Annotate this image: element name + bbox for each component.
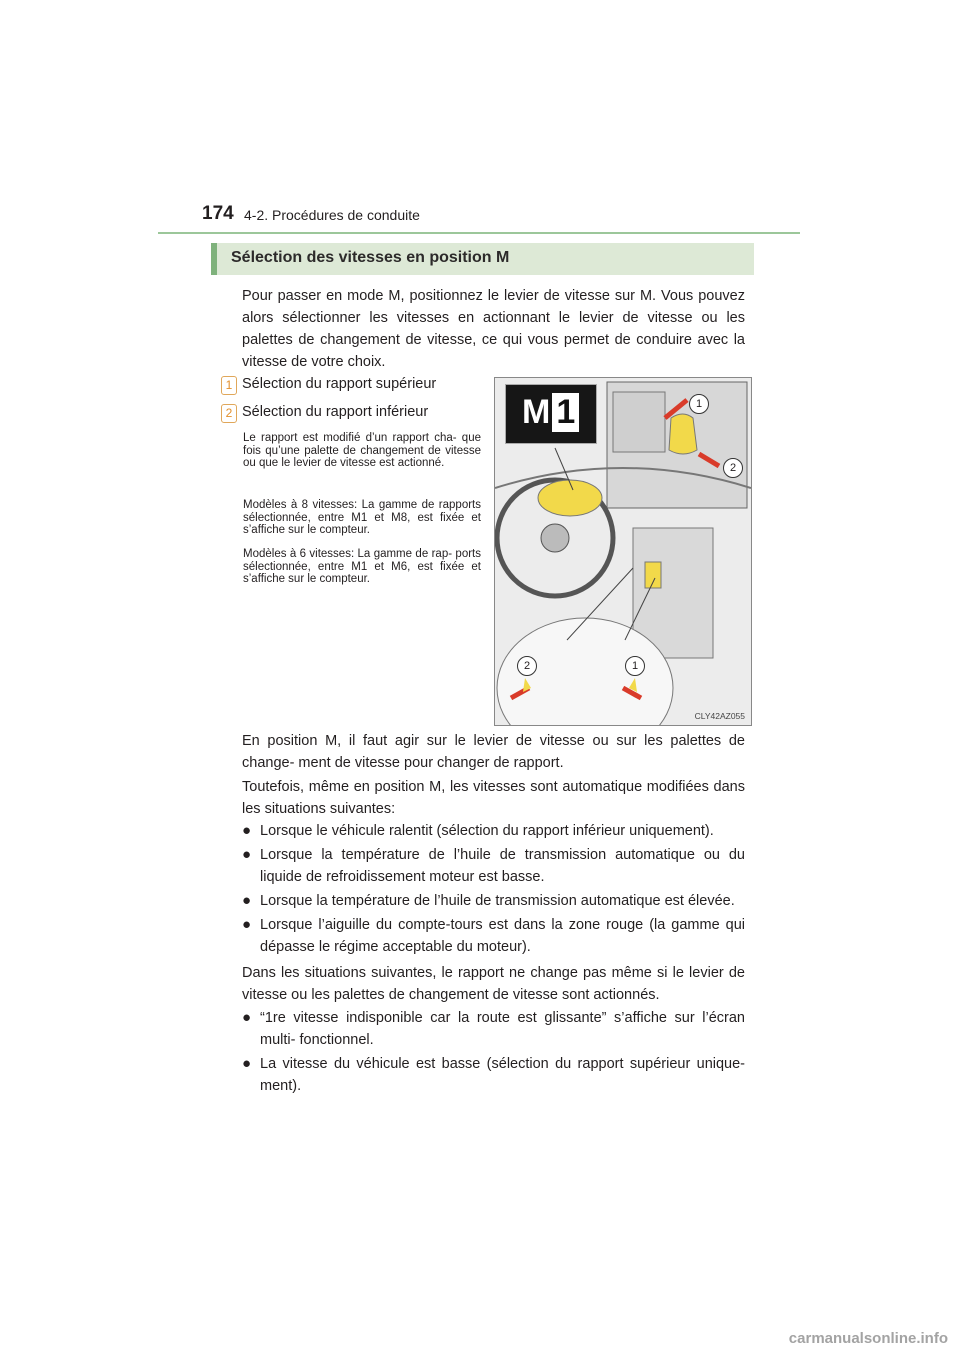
- watermark: carmanualsonline.info: [788, 1330, 948, 1347]
- bullet-icon: ●: [242, 916, 252, 933]
- item-label-1: Sélection du rapport supérieur: [242, 376, 437, 392]
- figure-callout-1-top: 1: [689, 394, 709, 414]
- item-number-2: 2: [221, 404, 237, 423]
- bullet-auto-4: Lorsque l’aiguille du compte-tours est dans la zone rouge (la gamme qui dépasse le régime acceptable du moteur).: [260, 917, 745, 955]
- figure-callout-2-top: 2: [723, 458, 743, 478]
- bullet-auto-2: Lorsque la température de l’huile de transmission automatique ou du liquide de refroidissement moteur est basse.: [260, 847, 745, 885]
- item-number-1: 1: [221, 376, 237, 395]
- figure-code: CLY42AZ055: [694, 711, 745, 721]
- paragraph-no-change: Dans les situations suivantes, le rapport ne change pas même si le levier de vitesse ou les palettes de changement de vitesse sont actionnés.: [242, 965, 745, 1003]
- header-divider: [158, 232, 800, 234]
- bullet-icon: ●: [242, 846, 252, 863]
- bullet-auto-3: Lorsque la température de l’huile de transmission automatique est élevée.: [260, 893, 735, 909]
- page-number: 174: [202, 203, 234, 224]
- display-gear: 1: [552, 393, 579, 432]
- section-title: Sélection des vitesses en position M: [231, 249, 510, 266]
- paragraph-m-position: En position M, il faut agir sur le levier de vitesse ou sur les palettes de change- ment de vitesse pour changer de rapport.: [242, 733, 745, 771]
- section-title-box: [211, 243, 754, 275]
- meter-display: [505, 384, 597, 444]
- section-header: 4-2. Procédures de conduite: [244, 207, 420, 223]
- paragraph-auto-change: Toutefois, même en position M, les vitesses sont automatique modifiées dans les situations suivantes:: [242, 779, 745, 817]
- note-1: Le rapport est modifié d’un rapport cha- que fois qu’une palette de changement de vitesse ou que le levier de vitesse est actionné.: [243, 432, 481, 469]
- note-2: Modèles à 8 vitesses: La gamme de rapports sélectionnée, entre M1 et M8, est fixée et s’affiche sur le compteur.: [243, 499, 481, 536]
- note-3: Modèles à 6 vitesses: La gamme de rap- ports sélectionnée, entre M1 et M6, est fixée et s’affiche sur le compteur.: [243, 548, 481, 585]
- shift-illustration: [494, 377, 752, 726]
- bullet-nochange-2: La vitesse du véhicule est basse (sélection du rapport supérieur unique- ment).: [260, 1056, 745, 1094]
- display-letter: M: [522, 393, 551, 431]
- figure-callout-1-bottom: 1: [625, 656, 645, 676]
- bullet-icon: ●: [242, 822, 252, 839]
- figure-callout-2-bottom: 2: [517, 656, 537, 676]
- bullet-icon: ●: [242, 892, 252, 909]
- bullet-auto-1: Lorsque le véhicule ralentit (sélection du rapport inférieur uniquement).: [260, 823, 714, 839]
- intro-paragraph: Pour passer en mode M, positionnez le levier de vitesse sur M. Vous pouvez alors sélectionner les vitesses en actionnant le levier de vitesse ou les palettes de changement de vitesse, ce qui vous permet de conduire avec la vitesse de votre choix.: [242, 288, 745, 370]
- bullet-icon: ●: [242, 1055, 252, 1072]
- bullet-nochange-1: “1re vitesse indisponible car la route est glissante” s’affiche sur l’écran multi- fonctionnel.: [260, 1010, 745, 1048]
- item-label-2: Sélection du rapport inférieur: [242, 404, 429, 420]
- bullet-icon: ●: [242, 1009, 252, 1026]
